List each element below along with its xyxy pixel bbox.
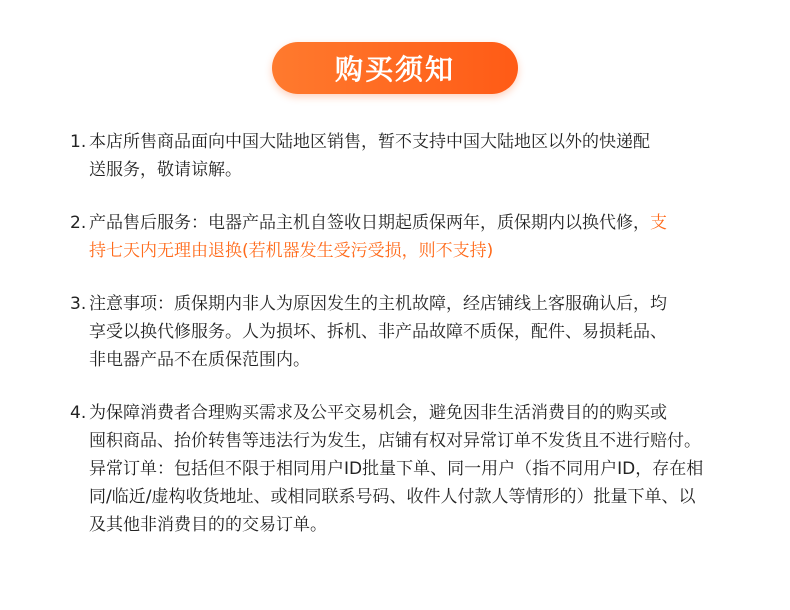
notice-line: 异常订单：包括但不限于相同用户ID批量下单、同一用户（指不同用户ID，存在相 xyxy=(89,459,704,479)
notice-line: 及其他非消费目的的交易订单。 xyxy=(89,515,327,535)
notice-line: 送服务，敬请谅解。 xyxy=(89,160,242,180)
page-title: 购买须知 xyxy=(334,53,455,86)
highlight-line: 持七天内无理由退换(若机器发生受污受损，则不支持) xyxy=(89,241,494,261)
item-number: 1. xyxy=(70,132,87,152)
notice-line xyxy=(89,209,750,237)
highlight-text: 支 xyxy=(650,213,667,233)
item-number: 4. xyxy=(70,403,87,423)
notice-item-3 xyxy=(70,290,750,374)
notice-line: 本店所售商品面向中国大陆地区销售，暂不支持中国大陆地区以外的快递配 xyxy=(89,132,650,152)
notice-line: 为保障消费者合理购买需求及公平交易机会，避免因非生活消费目的的购买或 xyxy=(89,403,667,423)
item-number: 2. xyxy=(70,213,87,233)
notice-item-4 xyxy=(70,399,750,539)
title-banner xyxy=(272,42,518,94)
notice-list xyxy=(70,128,750,564)
notice-text: 产品售后服务：电器产品主机自签收日期起质保两年，质保期内以换代修， xyxy=(89,213,650,233)
notice-line: 囤积商品、抬价转售等违法行为发生，店铺有权对异常订单不发货且不进行赔付。 xyxy=(89,431,701,451)
notice-line: 非电器产品不在质保范围内。 xyxy=(89,350,310,370)
notice-line: 注意事项：质保期内非人为原因发生的主机故障，经店铺线上客服确认后，均 xyxy=(89,294,667,314)
notice-item-1 xyxy=(70,128,750,184)
item-number: 3. xyxy=(70,294,87,314)
notice-line: 同/临近/虚构收货地址、或相同联系号码、收件人付款人等情形的）批量下单、以 xyxy=(89,487,696,507)
notice-item-2 xyxy=(70,209,750,265)
notice-line: 享受以换代修服务。人为损坏、拆机、非产品故障不质保，配件、易损耗品、 xyxy=(89,322,667,342)
